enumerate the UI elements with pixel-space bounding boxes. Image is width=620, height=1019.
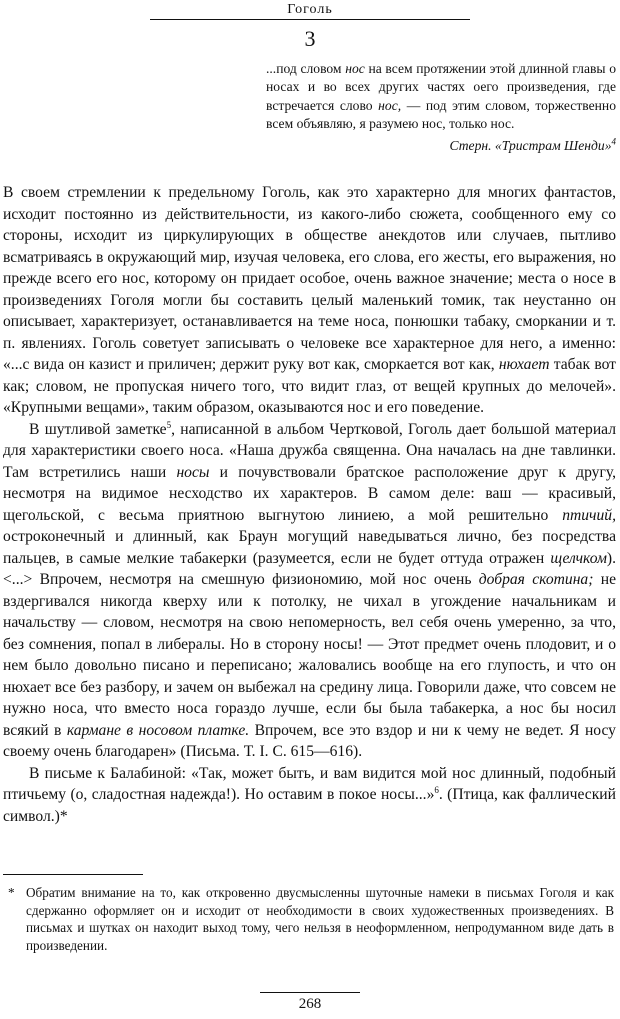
footnote [8,884,614,954]
chapter-number: 3 [304,26,316,51]
running-head: Гоголь [150,2,470,20]
footnote-divider [3,874,143,875]
paragraph-3 [3,763,616,828]
text-run: В шутливой заметке [29,420,167,438]
text-run: , написанной в альбом Чертковой, Гоголь дает большой материал для характеристики своего носа. «Наша дружба священна. Она началась на дне тавлинки. Там встретились наши [3,420,617,481]
text-run: не вздергивался никогда кверху или к потолку, не чихал в угождение начальникам и начальству — словом, несмотря на свою непомерность, вел себя очень умеренно, за что, без сомнения, попал в либералы. Но в сторону носы! — Этот предмет очень плодовит, и о нем было довольно писано и переписано; жаловались вообще на его глупость, и что он нюхает все без разбору, и зачем он выбежал на средину лица. Говорили даже, что совсем не нужно носа, что вместо носа гораздо лучше, если бы была табакерка, а нос бы носил всякий в [3,571,617,739]
epigraph-italic: нос [345,61,365,76]
italic-run: нюхает [498,356,550,373]
footnote-mark: * [8,885,15,900]
epigraph-text: ...под словом [266,61,346,76]
italic-run: кармане в носовом платке. [66,721,250,739]
epigraph-source [266,137,616,155]
text-run: остроконечный и длинный, как Браун могущий наведываться лично, без посредства пальцев, в самые мелкие табакерки (разумеется, если не будет оттуда отражен [3,528,616,567]
text-run: табак вот как; словом, не пропуская ничего того, что видит глаз, от вещей крупных до мелочей». «Крупными вещами», таким образом, оказываются нос и его поведение. [3,356,616,416]
italic-run: птичий, [562,506,616,524]
text-run: . (Птица, как фаллический символ.)* [3,786,616,825]
note-ref: 5 [166,419,172,430]
note-ref: 6 [434,784,439,795]
italic-run: щелчком [550,549,607,567]
note-ref: 4 [611,136,616,147]
epigraph-source-text: Стерн. «Тристрам Шенди» [449,137,612,153]
epigraph-text: — под этим словом, торжественно всем объявляю, я разумею нос, только нос. [266,97,616,132]
epigraph-italic: нос, [378,97,402,113]
epigraph-text: на всем протяжении этой длинной главы о носах и во всех других частях оего произведения, где встречается слово [266,61,616,113]
italic-run: носы [176,463,210,481]
italic-run: добрая скотина; [478,571,594,588]
page-number-divider [260,992,360,993]
page-number: 268 [298,996,322,1012]
text-run: и почувствовали братское расположение друг к другу, несмотря на видимое несходство их характеров. В самом деле: ваш — красивый, щегольской, с весьма приятною выгнутою линиею, а мой решительно [3,463,616,524]
text-run: Впрочем, все это вздор и ни к чему не ведет. Я носу своему очень благодарен» (Письма. Т. I. С. 615—616). [3,721,616,760]
epigraph [266,60,616,155]
text-run: ). <...> Впрочем, несмотря на смешную физиономию, мой нос очень [3,549,616,588]
main-text [3,182,616,827]
paragraph-2 [3,419,616,763]
epigraph-quote [266,60,616,134]
paragraph-1 [3,182,616,419]
text-run: В своем стремлении к предельному Гоголь, как это характерно для многих фантастов, исходит постоянно из действительности, из какого-либо сюжета, сообщенного ему со стороны, исходит из циркулирующих в обществе анекдотов или случаев, пытливо всматриваясь в окружающий мир, изучая человека, его слова, его жесты, его выражения, но прежде всего его нос, которому он придает особое, очень важное значение; места о носе в произведениях Гоголя могли бы составить целый маленький томик, так неустанно он описывает, характеризует, останавливается на теме носа, понюшки табаку, сморкании и т. п. явлениях. Гоголь советует записывать о человеке все характерное для него, а именно: «...с вида он казист и приличен; держит руку вот как, сморкается вот как, [3,184,616,373]
footnote-text: Обратим внимание на то, как откровенно двусмысленны шуточные намеки в письмах Гоголя и как сдержанно оформляет он и исходит от необходимости в своих художественных произведениях. В письмах и шутках он находит выход тому, чего нельзя в неоформленном, непродуманном виде дать в произведении. [26,885,614,953]
text-run: В письме к Балабиной: «Так, может быть, и вам видится мой нос длинный, подобный птичьему (о, сладостная надежда!). Но оставим в покое носы...» [3,764,616,803]
